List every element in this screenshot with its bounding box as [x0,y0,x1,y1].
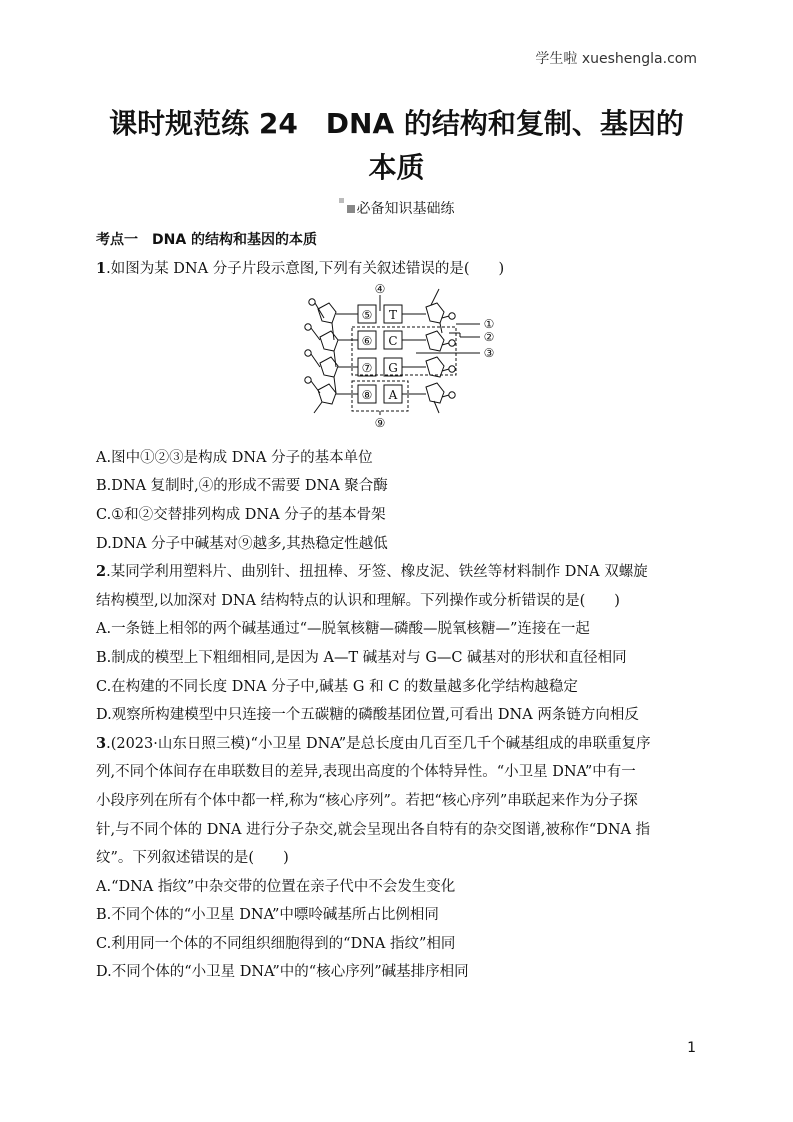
question-3-text-3: 小段序列在所有个体中都一样,称为“核心序列”。若把“核心序列”串联起来作为分子探 [96,792,638,809]
square-icon [347,205,355,213]
base-T: T [388,308,398,323]
question-2-stem [96,558,706,587]
base-C: C [388,334,398,349]
square-icon-small [339,198,344,203]
question-3-stem [96,730,706,759]
question-2-option-d: D.观察所构建模型中只连接一个五碳糖的磷酸基团位置,可看出 DNA 两条链方向相反 [96,707,639,724]
question-2-option-a: A.一条链上相邻的两个碱基通过“—脱氧核糖—磷酸—脱氧核糖—”连接在一起 [96,621,590,638]
question-1-text: .如图为某 DNA 分子片段示意图,下列有关叙述错误的是( ) [106,260,505,277]
question-3-text-4: 针,与不同个体的 DNA 进行分子杂交,就会呈现出各自特有的杂交图谱,被称作“DNA 指 [96,821,651,838]
left-strand [305,299,338,413]
question-3-number: 3 [96,734,107,752]
label-1: ① [483,317,495,332]
question-2-stem-cont: 结构模型,以加深对 DNA 结构特点的认识和理解。下列操作或分析错误的是( ) [96,592,620,609]
knowledge-point-heading: 考点一 DNA 的结构和基因的本质 [96,232,318,248]
section-tag-label: 必备知识基础练 [356,201,455,217]
content [96,226,706,987]
question-1-stem [96,255,706,284]
question-2-option-c: C.在构建的不同长度 DNA 分子中,碱基 G 和 C 的数量越多化学结构越稳定 [96,678,578,695]
question-3-option-b: B.不同个体的“小卫星 DNA”中嘌呤碱基所占比例相同 [96,907,439,924]
watermark: 学生啦 xueshengla.com [535,51,697,67]
base-A: A [388,388,398,403]
question-1-option-b: B.DNA 复制时,④的形成不需要 DNA 聚合酶 [96,478,388,495]
question-2-number: 2 [96,563,107,581]
label-4: ④ [374,283,386,297]
label-8: ⑧ [361,388,373,403]
label-2: ② [483,330,495,345]
label-6: ⑥ [361,334,373,349]
title-line-1: 课时规范练 24 DNA 的结构和复制、基因的 [109,107,684,140]
right-strand [426,289,455,413]
label-5: ⑤ [361,308,373,323]
base-G: G [388,361,398,376]
base-boxes [336,305,426,403]
label-7: ⑦ [361,361,373,376]
question-1-option-c: C.①和②交替排列构成 DNA 分子的基本骨架 [96,506,386,523]
dna-fragment-diagram [96,283,706,433]
question-1-number: 1 [96,259,107,277]
question-3-option-c: C.利用同一个体的不同组织细胞得到的“DNA 指纹”相同 [96,935,456,952]
question-2-option-b: B.制成的模型上下粗细相同,是因为 A—T 碱基对与 G—C 碱基对的形状和直径相同 [96,649,627,666]
label-9: ⑨ [374,416,386,431]
question-3-source: .(2023·山东日照三模) [106,735,251,752]
page-title [60,102,733,190]
question-3-text-1: “小卫星 DNA”是总长度由几百至几千个碱基组成的串联重复序 [250,735,651,752]
section-tag [0,198,793,218]
question-3-option-d: D.不同个体的“小卫星 DNA”中的“核心序列”碱基排序相同 [96,964,469,981]
title-line-2: 本质 [368,151,425,184]
question-2-text-1: .某同学利用塑料片、曲别针、扭扭棒、牙签、橡皮泥、铁丝等材料制作 DNA 双螺旋 [106,564,648,581]
question-3-text-2: 列,不同个体间存在串联数目的差异,表现出高度的个体特异性。“小卫星 DNA”中有一 [96,764,636,781]
question-3-text-5: 纹”。下列叙述错误的是( ) [96,850,289,867]
question-3-option-a: A.“DNA 指纹”中杂交带的位置在亲子代中不会发生变化 [96,878,456,895]
label-3: ③ [483,346,495,361]
page-number: 1 [687,1040,696,1056]
question-1-option-d: D.DNA 分子中碱基对⑨越多,其热稳定性越低 [96,535,388,552]
question-1-option-a: A.图中①②③是构成 DNA 分子的基本单位 [96,449,373,466]
